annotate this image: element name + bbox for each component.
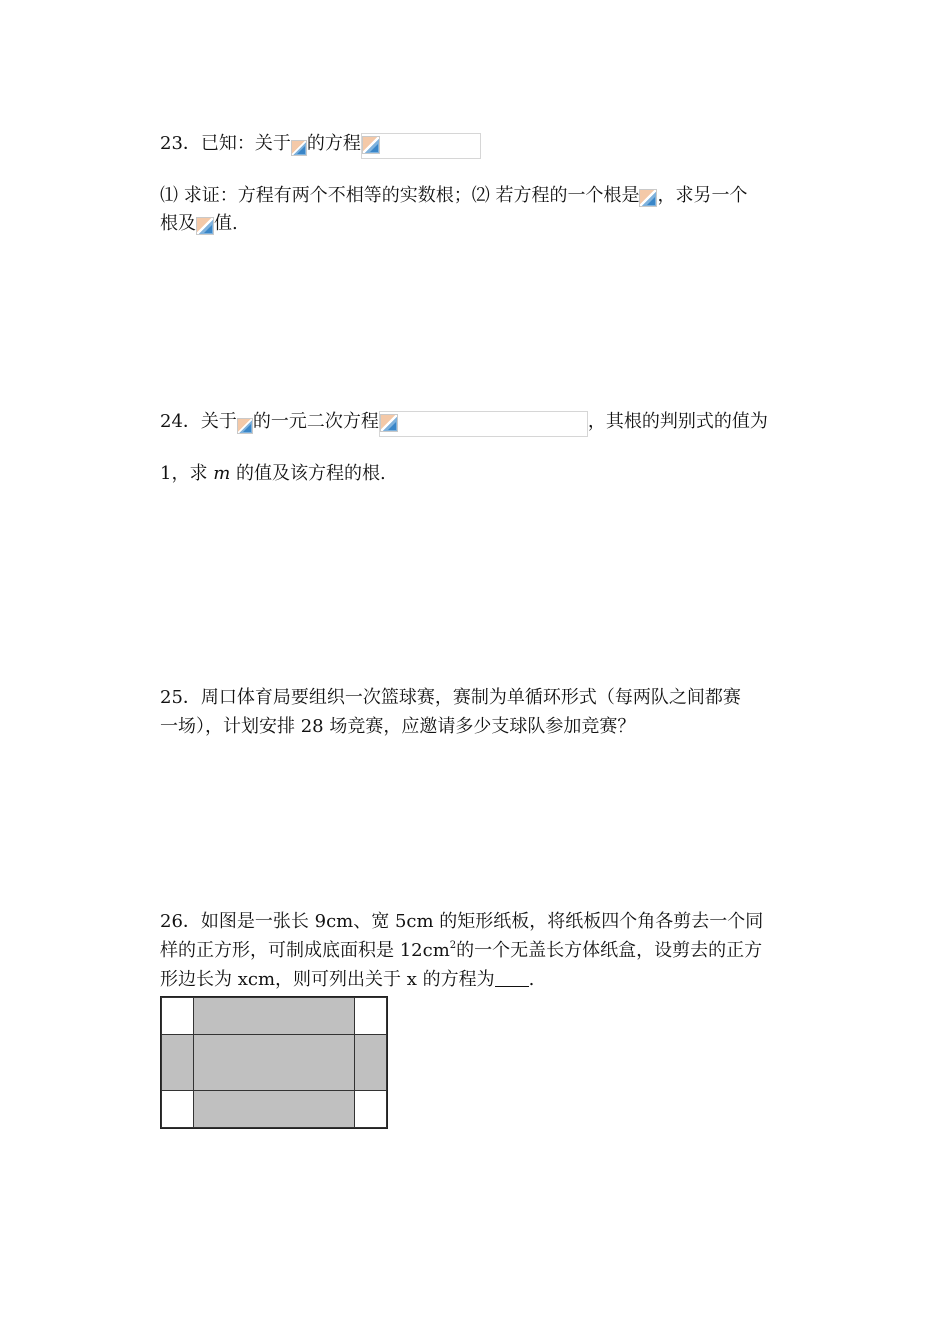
broken-image-icon — [237, 418, 253, 434]
q24-text-a: 24．关于 — [160, 411, 237, 432]
q23-text-b: 的方程 — [306, 133, 361, 154]
cardboard-figure — [160, 996, 388, 1129]
broken-image-icon — [639, 189, 657, 207]
q26-text-d: . — [528, 969, 535, 990]
q24-text-b: 的一元二次方程 — [252, 411, 379, 432]
corner-square-top-left — [161, 997, 194, 1035]
broken-image-icon — [380, 414, 398, 432]
q23-line-3 — [160, 210, 238, 238]
q24-text-d: 1，求 — [160, 463, 214, 484]
q23-text-f: 值. — [214, 213, 238, 234]
q23-line-1 — [160, 130, 481, 159]
q23-text-c: ⑴ 求证：方程有两个不相等的实数根；⑵ 若方程的一个根是 — [160, 185, 640, 206]
q24-text-c: ，其根的判别式的值为 — [587, 411, 768, 432]
q26-text-b: 的一个无盖长方体纸盒，设剪去的正方 — [456, 940, 763, 961]
answer-blank — [495, 968, 529, 987]
equation-image-box — [379, 411, 588, 437]
corner-square-bottom-left — [161, 1090, 194, 1128]
q23-text-d: ，求另一个 — [657, 185, 748, 206]
q26-line-1: 26．如图是一张长 9cm、宽 5cm 的矩形纸板，将纸板四个角各剪去一个同 — [160, 911, 764, 932]
q26-line-2 — [160, 937, 762, 965]
q24-line-1 — [160, 408, 768, 437]
corner-square-bottom-right — [354, 1090, 387, 1128]
q24-variable-m: m — [213, 463, 231, 484]
q23-line-2 — [160, 182, 747, 210]
q23-text-e: 根及 — [160, 213, 196, 234]
q23-text-a: 23．已知：关于 — [160, 133, 291, 154]
q24-line-2 — [160, 460, 386, 488]
q25-line-2: 一场），计划安排 28 场竞赛，应邀请多少支球队参加竞赛？ — [160, 716, 636, 737]
broken-image-icon — [362, 136, 380, 154]
bottom-flap — [193, 1090, 355, 1128]
q26-line-3 — [160, 966, 534, 994]
q26-text-a: 样的正方形，可制成底面积是 12cm — [160, 940, 450, 961]
top-flap — [193, 997, 355, 1035]
box-base — [193, 1034, 355, 1091]
q25-line-1: 25．周口体育局要组织一次篮球赛，赛制为单循环形式（每两队之间都赛 — [160, 687, 741, 708]
q26-superscript: 2 — [449, 940, 457, 951]
equation-image-box — [361, 133, 481, 159]
q24-text-e: 的值及该方程的根. — [230, 463, 386, 484]
q26-text-c: 形边长为 xcm，则可列出关于 x 的方程为 — [160, 969, 495, 990]
corner-square-top-right — [354, 997, 387, 1035]
broken-image-icon — [291, 140, 307, 156]
broken-image-icon — [196, 217, 214, 235]
